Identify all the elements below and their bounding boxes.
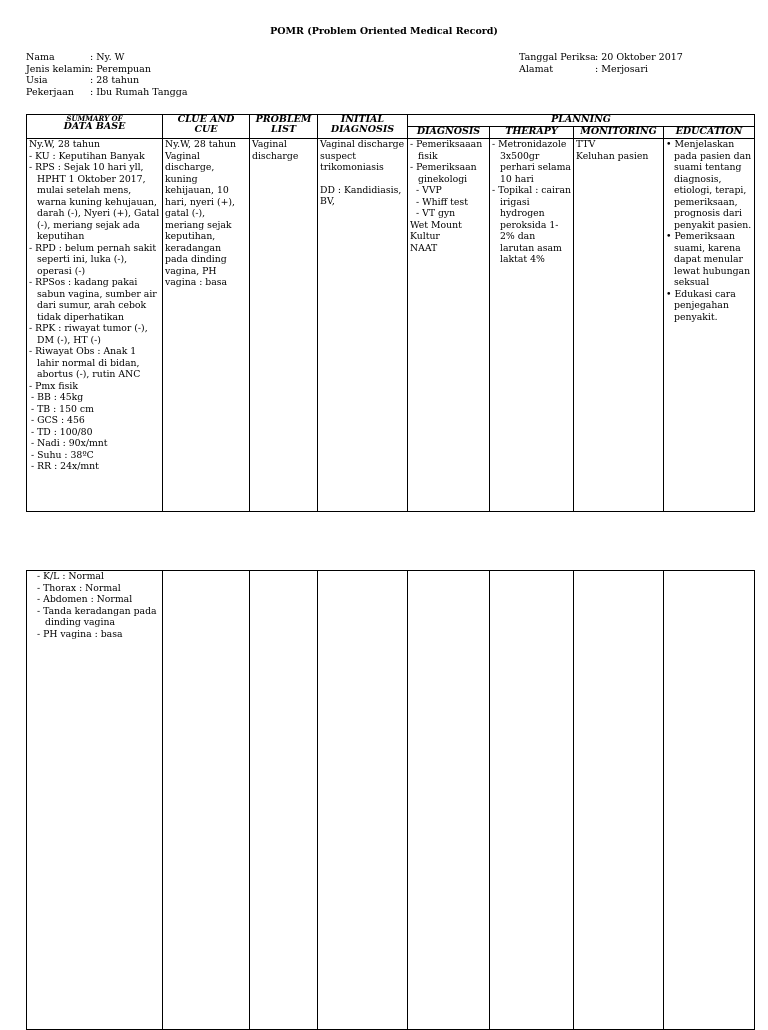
- field-value: : 20 Oktober 2017: [595, 52, 683, 63]
- list-item: - RPS : Sejak 10 hari yll, HPHT 1 Oktober 2017, mulai setelah mens, warna kuning kehujauan, darah (-), Nyeri (+), Gatal (-), meriang sejak ada keputihan: [29, 162, 160, 243]
- header-diagnosis: DIAGNOSIS: [408, 127, 490, 139]
- monitoring-item: Keluhan pasien: [576, 150, 649, 162]
- header-therapy: THERAPY: [490, 127, 574, 139]
- page-title: POMR (Problem Oriented Medical Record): [270, 26, 498, 37]
- empty-cell: [250, 571, 318, 1030]
- cell-clue: [163, 139, 250, 512]
- diagnosis-extra: Wet Mount: [410, 219, 462, 231]
- list-item: • Pemeriksaan suami, karena dapat menular lewat hubungan seksual: [666, 231, 752, 289]
- cell-monitoring: [574, 139, 664, 512]
- header-summary-bottom: DATA BASE: [63, 121, 126, 132]
- patient-name-row: [26, 52, 187, 64]
- list-item: - VT gyn: [410, 208, 487, 220]
- header-problem: PROBLEM LIST: [250, 115, 318, 139]
- empty-cell: [163, 571, 250, 1030]
- list-item: - GCS : 456: [31, 415, 160, 427]
- list-item: - Abdomen : Normal: [37, 594, 160, 606]
- header-clue: CLUE AND CUE: [163, 115, 250, 139]
- education-list: [666, 139, 752, 323]
- list-item: - TB : 150 cm: [31, 404, 160, 416]
- cell-therapy: [490, 139, 574, 512]
- field-value: : Ibu Rumah Tangga: [90, 86, 188, 98]
- cell-problem: [250, 139, 318, 512]
- list-item: • Edukasi cara penjegahan penyakit.: [666, 289, 752, 324]
- list-item: - Metronidazole 3x500gr perhari selama 10 hari: [492, 139, 571, 185]
- exam-info: [519, 52, 683, 75]
- header-planning: PLANNING: [408, 115, 755, 127]
- cell-education: [664, 139, 755, 512]
- clue-text: Ny.W, 28 tahun Vaginal discharge, kuning kehijauan, 10 hari, nyeri (+), gatal (-), meriang sejak keputihan, keradangan pada dinding vagina, PH vagina : basa: [165, 139, 236, 288]
- field-label: Tanggal Periksa: [519, 52, 596, 63]
- empty-cell: [490, 571, 574, 1030]
- diagnosis-extra: Kultur: [410, 231, 440, 242]
- list-item: - Pemeriksaan ginekologi: [410, 162, 487, 185]
- diagnosis-extra: NAAT: [410, 242, 438, 254]
- header-summary-top: SUMMARY OF: [66, 114, 123, 123]
- list-item: - RPSos : kadang pakai sabun vagina, sumber air dari sumur, arah cebok tidak diperhatikan: [29, 277, 160, 323]
- field-value: : 28 tahun: [90, 75, 140, 86]
- exam-date-row: [519, 52, 683, 64]
- patient-job-row: [26, 87, 187, 99]
- patient-age-row: [26, 75, 187, 87]
- monitoring-item: TTV: [576, 139, 596, 150]
- list-item: - PH vagina : basa: [37, 629, 160, 641]
- list-item: - Pmx fisik: [29, 381, 160, 393]
- patient-info: [26, 52, 187, 98]
- list-item: - Whiff test: [410, 197, 487, 209]
- database-intro: Ny.W, 28 tahun: [29, 139, 100, 150]
- list-item: - RR : 24x/mnt: [31, 461, 160, 473]
- exam-address-row: [519, 64, 683, 76]
- list-item: - Topikal : cairan irigasi hydrogen peroksida 1-2% dan larutan asam laktat 4%: [492, 185, 571, 266]
- empty-cell: [664, 571, 755, 1030]
- field-label: Usia: [26, 75, 48, 86]
- field-label: Alamat: [519, 63, 554, 75]
- header-education: EDUCATION: [664, 127, 755, 139]
- pomr-table: [26, 114, 755, 512]
- initial-dd: DD : Kandidiasis, BV,: [320, 184, 402, 207]
- list-item: - Riwayat Obs : Anak 1 lahir normal di bidan, abortus (-), rutin ANC: [29, 346, 160, 381]
- field-value: : Perempuan: [90, 63, 151, 75]
- header-monitoring: MONITORING: [574, 127, 664, 139]
- list-item: - BB : 45kg: [31, 392, 160, 404]
- cell-database-continued: [27, 571, 163, 1030]
- field-label: Jenis kelamin: [26, 63, 91, 75]
- problem-text: Vaginal discharge: [252, 139, 299, 162]
- header-summary: [27, 115, 163, 139]
- pomr-table-continued: [26, 570, 755, 1030]
- list-item: - KU : Keputihan Banyak: [29, 151, 160, 163]
- field-label: Nama: [26, 52, 55, 63]
- database-list: [29, 151, 160, 393]
- diagnosis-sublist: [410, 185, 487, 220]
- list-item: - Tanda keradangan pada dinding vagina: [37, 606, 160, 629]
- cell-initial: [318, 139, 408, 512]
- list-item: - Nadi : 90x/mnt: [31, 438, 160, 450]
- list-item: • Menjelaskan pada pasien dan suami tentang diagnosis, etiologi, terapi, pemeriksaan, prognosis dari penyakit pasien.: [666, 139, 752, 231]
- list-item: - TD : 100/80: [31, 427, 160, 439]
- list-item: - RPD : belum pernah sakit seperti ini, luka (-), operasi (-): [29, 243, 160, 278]
- list-item: - VVP: [410, 185, 487, 197]
- list-item: - K/L : Normal: [37, 571, 160, 583]
- vitals-list: [29, 392, 160, 473]
- cell-diagnosis: [408, 139, 490, 512]
- list-item: - Suhu : 38ºC: [31, 450, 160, 462]
- field-value: : Ny. W: [90, 52, 125, 63]
- empty-cell: [408, 571, 490, 1030]
- therapy-list: [492, 139, 571, 266]
- list-item: - Pemeriksaaan fisik: [410, 139, 487, 162]
- cell-database: [27, 139, 163, 512]
- header-initial: INITIAL DIAGNOSIS: [318, 115, 408, 139]
- field-label: Pekerjaan: [26, 86, 74, 98]
- empty-cell: [318, 571, 408, 1030]
- list-item: - RPK : riwayat tumor (-), DM (-), HT (-): [29, 323, 160, 346]
- empty-cell: [574, 571, 664, 1030]
- patient-gender-row: [26, 64, 187, 76]
- exam-continued-list: [29, 571, 160, 640]
- diagnosis-list: [410, 139, 487, 185]
- list-item: - Thorax : Normal: [37, 583, 160, 595]
- initial-main: Vaginal discharge suspect trikomoniasis: [320, 139, 405, 173]
- field-value: : Merjosari: [595, 63, 648, 75]
